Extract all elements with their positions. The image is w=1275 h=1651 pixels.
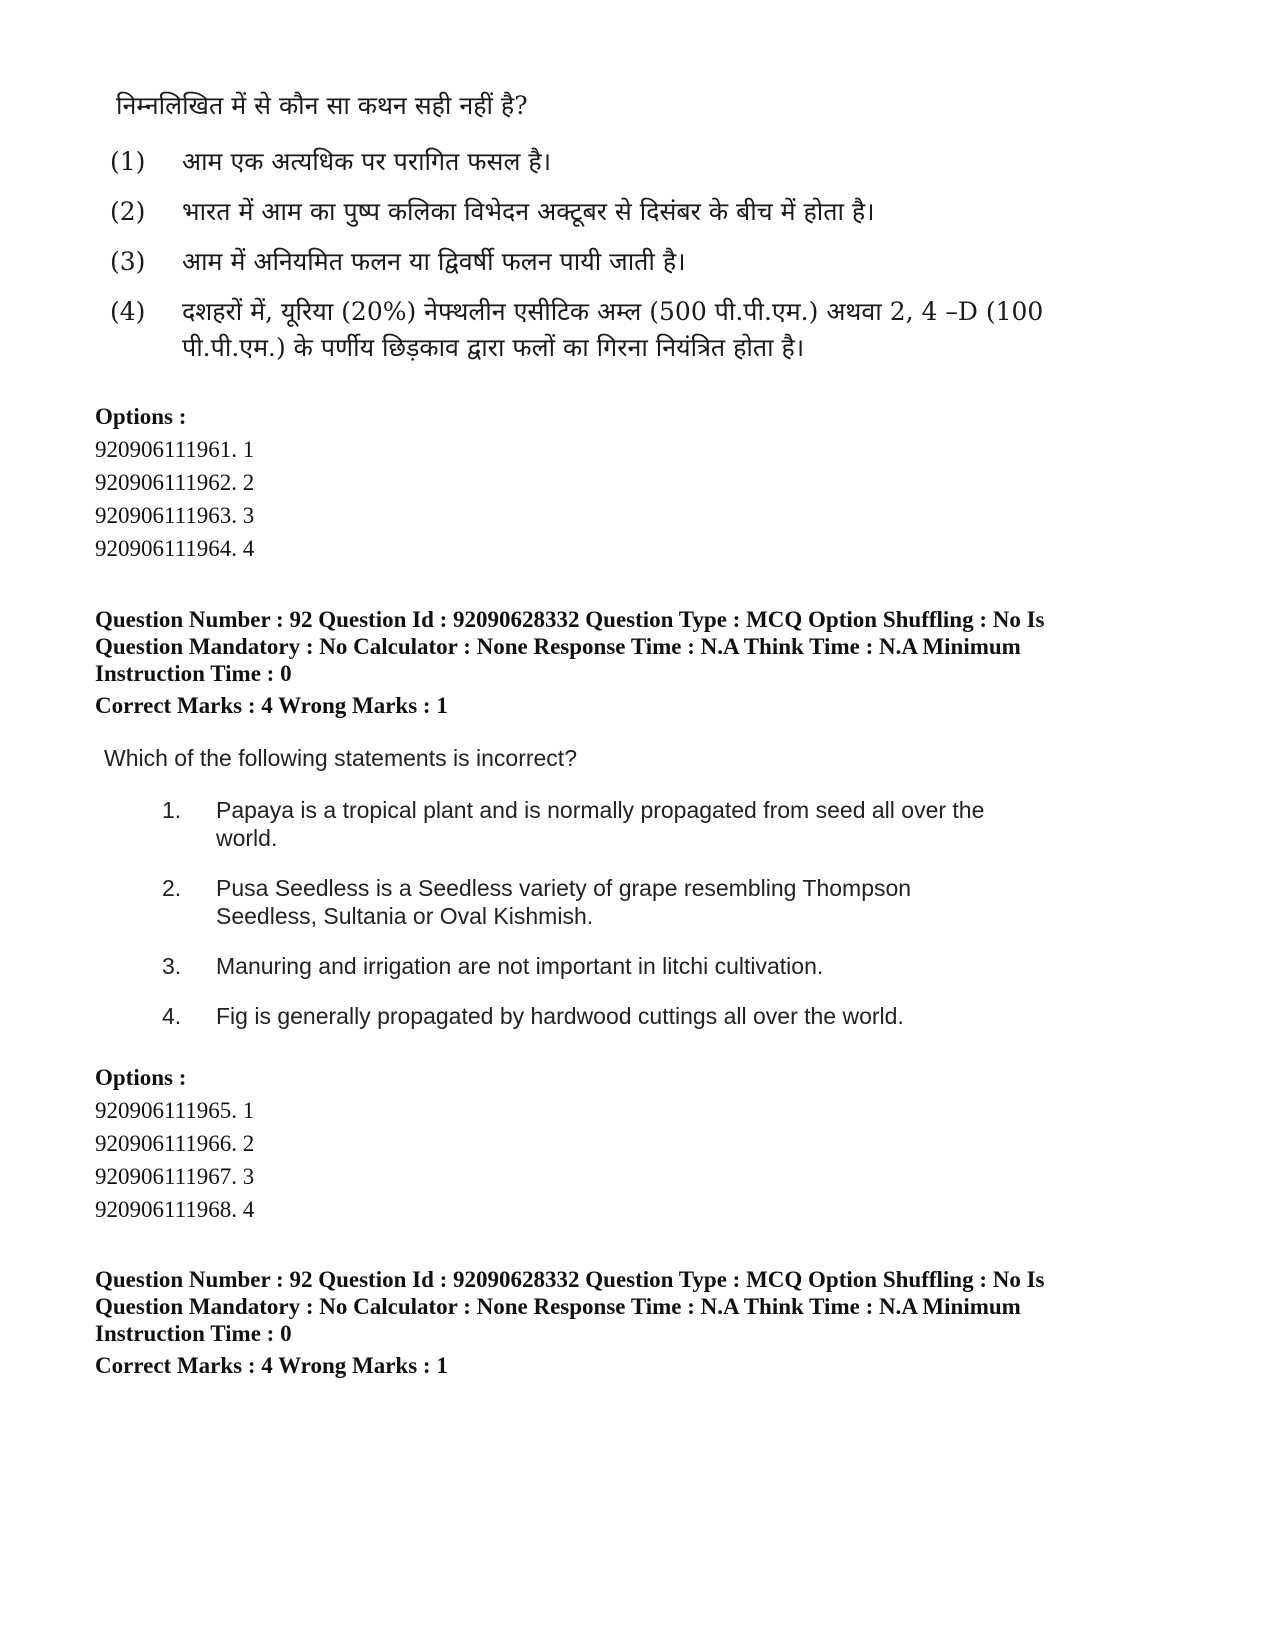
english-statement-number: 4. <box>162 1003 182 1029</box>
metadata-line: Question Number : 92 Question Id : 92090628332 Question Type : MCQ Option Shuffling : No Is <box>95 1267 1045 1292</box>
english-statement-text: Pusa Seedless is a Seedless variety of grape resembling Thompson Seedless, Sultania or Oval Kishmish. <box>216 875 912 929</box>
hindi-statement-text: आम में अनियमित फलन या द्विवर्षी फलन पायी जाती है। <box>182 247 686 276</box>
hindi-statement-text: भारत में आम का पुष्प कलिका विभेदन अक्टूबर से दिसंबर के बीच में होता है। <box>182 197 875 226</box>
english-statement <box>104 1002 1004 1030</box>
option-item[interactable]: 920906111965. 1 <box>95 1098 255 1123</box>
hindi-statement <box>110 294 1130 366</box>
question-metadata <box>95 1266 1195 1379</box>
option-item[interactable]: 920906111967. 3 <box>95 1164 255 1189</box>
metadata-line: Question Number : 92 Question Id : 92090628332 Question Type : MCQ Option Shuffling : No Is <box>95 607 1045 632</box>
hindi-statement-number: (4) <box>110 297 146 326</box>
hindi-statement <box>110 194 1130 230</box>
hindi-statement <box>110 244 1130 280</box>
english-statement-text: Manuring and irrigation are not important in litchi cultivation. <box>216 953 824 979</box>
english-statement-number: 2. <box>162 875 182 901</box>
option-item[interactable]: 920906111962. 2 <box>95 470 255 495</box>
hindi-question-title: निम्नलिखित में से कौन सा कथन सही नहीं है? <box>116 91 528 120</box>
hindi-question <box>110 88 1130 380</box>
english-statement <box>104 874 1004 930</box>
english-statement <box>104 952 1004 980</box>
english-statement-text: Papaya is a tropical plant and is normally propagated from seed all over the world. <box>216 797 985 851</box>
option-item[interactable]: 920906111966. 2 <box>95 1131 255 1156</box>
option-item[interactable]: 920906111963. 3 <box>95 503 255 528</box>
option-item[interactable]: 920906111968. 4 <box>95 1197 255 1222</box>
english-statement-number: 1. <box>162 797 182 823</box>
options-list <box>95 400 254 565</box>
option-item[interactable]: 920906111961. 1 <box>95 437 255 462</box>
hindi-statement-number: (2) <box>110 197 146 226</box>
hindi-statement-number: (1) <box>110 147 146 176</box>
option-item[interactable]: 920906111964. 4 <box>95 536 255 561</box>
english-statement-text: Fig is generally propagated by hardwood cuttings all over the world. <box>216 1003 904 1029</box>
options-heading: Options : <box>95 404 187 429</box>
metadata-line: Question Mandatory : No Calculator : None Response Time : N.A Think Time : N.A Minimum <box>95 1294 1021 1319</box>
english-question <box>104 745 1004 1052</box>
metadata-line: Instruction Time : 0 <box>95 1321 292 1346</box>
english-statement <box>104 796 1004 852</box>
english-statement-number: 3. <box>162 953 182 979</box>
hindi-statement <box>110 144 1130 180</box>
english-question-title: Which of the following statements is incorrect? <box>104 745 577 771</box>
hindi-statement-number: (3) <box>110 247 146 276</box>
options-heading: Options : <box>95 1065 187 1090</box>
marks-line: Correct Marks : 4 Wrong Marks : 1 <box>95 693 448 718</box>
hindi-statement-text: दशहरों में, यूरिया (20%) नेफ्थलीन एसीटिक अम्ल (500 पी.पी.एम.) अथवा 2, 4 –D (100 पी.पी.एम.) के पर्णीय छिड़काव द्वारा फलों का गिरना नियंत्रित होता है। <box>182 297 1044 362</box>
metadata-line: Instruction Time : 0 <box>95 661 292 686</box>
metadata-line: Question Mandatory : No Calculator : None Response Time : N.A Think Time : N.A Minimum <box>95 634 1021 659</box>
marks-line: Correct Marks : 4 Wrong Marks : 1 <box>95 1353 448 1378</box>
question-metadata <box>95 606 1195 719</box>
hindi-statement-text: आम एक अत्यधिक पर परागित फसल है। <box>182 147 552 176</box>
options-list <box>95 1061 254 1226</box>
